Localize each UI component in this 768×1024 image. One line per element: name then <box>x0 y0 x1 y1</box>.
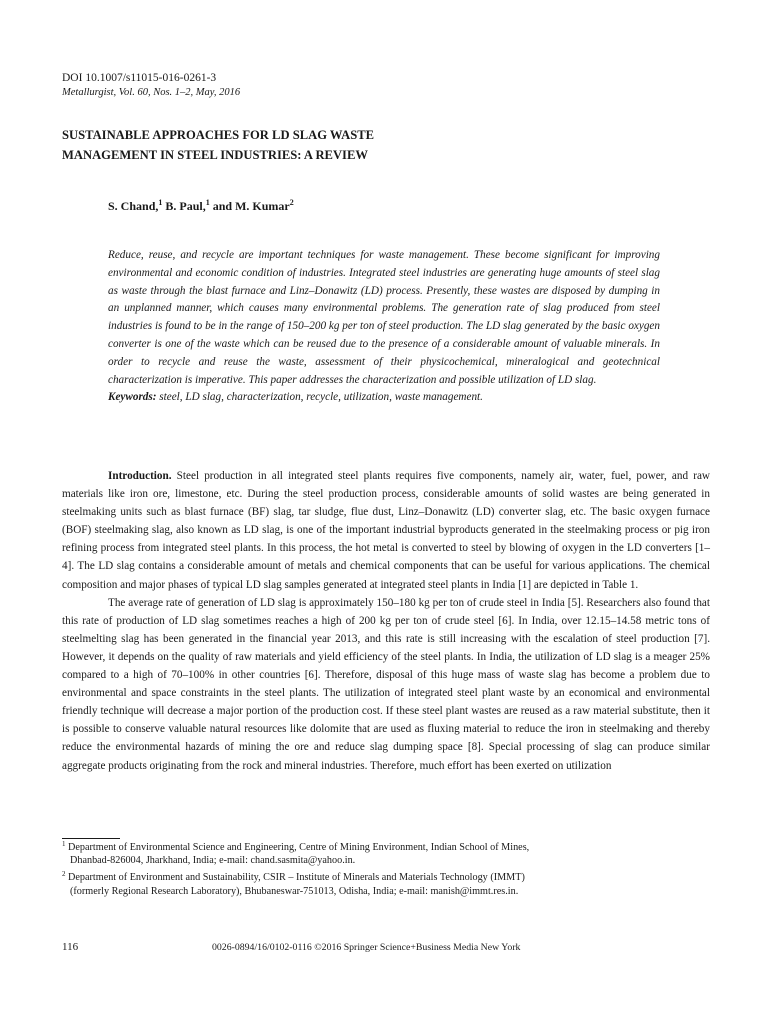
issn-copyright: 0026-0894/16/0102-0116 ©2016 Springer Science+Business Media New York <box>212 942 521 953</box>
footnote-marker: 2 <box>62 870 66 879</box>
section-heading-introduction: Introduction. <box>108 470 172 482</box>
author-paul: B. Paul, <box>162 199 206 213</box>
footnote-2-line-1: Department of Environment and Sustainability, CSIR – Institute of Minerals and Materials Technology (IMMT) <box>65 872 525 884</box>
affiliation-marker: 1 <box>205 198 210 207</box>
footnote-rule <box>62 838 120 839</box>
paragraph-1-text: Steel production in all integrated steel plants requires five components, namely air, water, fuel, power, and raw materials like iron ore, limestone, etc. During the steel production process, considerable amounts of solid wastes are being generated in steelmaking units such as blast furnace (BF) slag, tar sludge, flue dust, Linz–Donawitz (LD) converter slag, etc. The basic oxygen furnace (BOF) steelmaking slag, also known as LD slag, is one of the important industrial byproducts generated in the steelmaking process or pig iron refining process from integrated steel plants. In this process, the hot metal is converted to steel by blowing of oxygen in the LD converters [1–4]. The LD slag contains a considerable amount of metals and chemical components that can be useful for various applications. The chemical composition and major phases of typical LD slag samples generated at integrated steel plants in India [1] are depicted in Table 1. <box>62 470 710 591</box>
page-number: 116 <box>62 941 79 953</box>
title-line-2: MANAGEMENT IN STEEL INDUSTRIES: A REVIEW <box>62 148 368 162</box>
footnote-marker: 1 <box>62 840 66 848</box>
footnote-1 <box>62 841 722 867</box>
abstract-text: Reduce, reuse, and recycle are important techniques for waste management. These become significant for improving environmental and economic condition of industries. Integrated steel industries are generating huge amounts of steel slag as waste through the blast furnace and Linz–Donawitz (LD) process. Presently, these wastes are disposed by dumping in an unplanned manner, which causes many environmental problems. The generation rate of slag produced from steel industries is found to be in the range of 150–200 kg per ton of steel production. The LD slag generated by the basic oxygen converter is one of the waste which can be reused due to the presence of a considerable amount of valuable minerals. In order to recycle and reuse the waste, assessment of their physicochemical, mineralogical and geotechnical characterization is imperative. This paper addresses the characterization and possible utilization of LD slag. <box>108 249 660 386</box>
footnote-2 <box>62 871 722 897</box>
keywords-label: Keywords: <box>108 391 157 404</box>
keywords-list: steel, LD slag, characterization, recycle, utilization, waste management. <box>156 391 483 404</box>
affiliation-marker: 2 <box>289 198 294 207</box>
footnote-1-line-1: Department of Environmental Science and Engineering, Centre of Mining Environment, Indian School of Mines, <box>65 842 530 853</box>
abstract <box>108 247 660 407</box>
body-text <box>62 467 710 775</box>
footnotes <box>62 841 722 902</box>
footnote-2-line-2: (formerly Regional Research Laboratory), Bhubaneswar-751013, Odisha, India; e-mail: manish@immt.res.in. <box>70 885 519 897</box>
keywords <box>108 389 660 407</box>
author-chand: S. Chand, <box>108 199 159 213</box>
affiliation-marker: 1 <box>158 198 163 207</box>
author-kumar: and M. Kumar <box>209 199 290 213</box>
footnote-1-line-2: Dhanbad-826004, Jharkhand, India; e-mail: chand.sasmita@yahoo.in. <box>70 855 356 867</box>
paragraph-1 <box>62 467 710 594</box>
paragraph-2: The average rate of generation of LD slag is approximately 150–180 kg per ton of crude steel in India [5]. Researchers also found that this rate of production of LD slag sometimes reaches a high of 200 kg per ton of crude steel [6]. In India, over 12.15–14.58 metric tons of steelmelting slag has been generated in the financial year 2013, and this rate is still increasing with the escalation of steel production [7]. However, it depends on the quality of raw materials and yield efficiency of the steel plants. In India, the utilization of LD slag is a meager 25% compared to a high of 70–100% in other countries [6]. Therefore, disposal of this huge mass of waste slag has become a problem due to environmental and space constraints in the steel plants. The utilization of integrated steel plant waste by an economical and environmental friendly technique will decrease a major portion of the production cost. If these steel plant wastes are reused as a raw material substitute, then it is possible to conserve valuable natural resources like dolomite that are used as fluxing material to reduce the iron in steelmaking and thereby reduce the environmental hazards of mining the ore and reduce slag dumping space [8]. Special processing of slag can produce similar aggregate products originating from the rock and mineral industries. Therefore, much effort has been exerted on utilization <box>62 596 710 772</box>
journal-citation: Metallurgist, Vol. 60, Nos. 1–2, May, 2016 <box>62 87 241 98</box>
title-line-1: SUSTAINABLE APPROACHES FOR LD SLAG WASTE <box>62 128 375 142</box>
author-list <box>108 199 294 214</box>
article-title <box>62 125 374 165</box>
doi-line: DOI 10.1007/s11015-016-0261-3 <box>62 72 217 84</box>
